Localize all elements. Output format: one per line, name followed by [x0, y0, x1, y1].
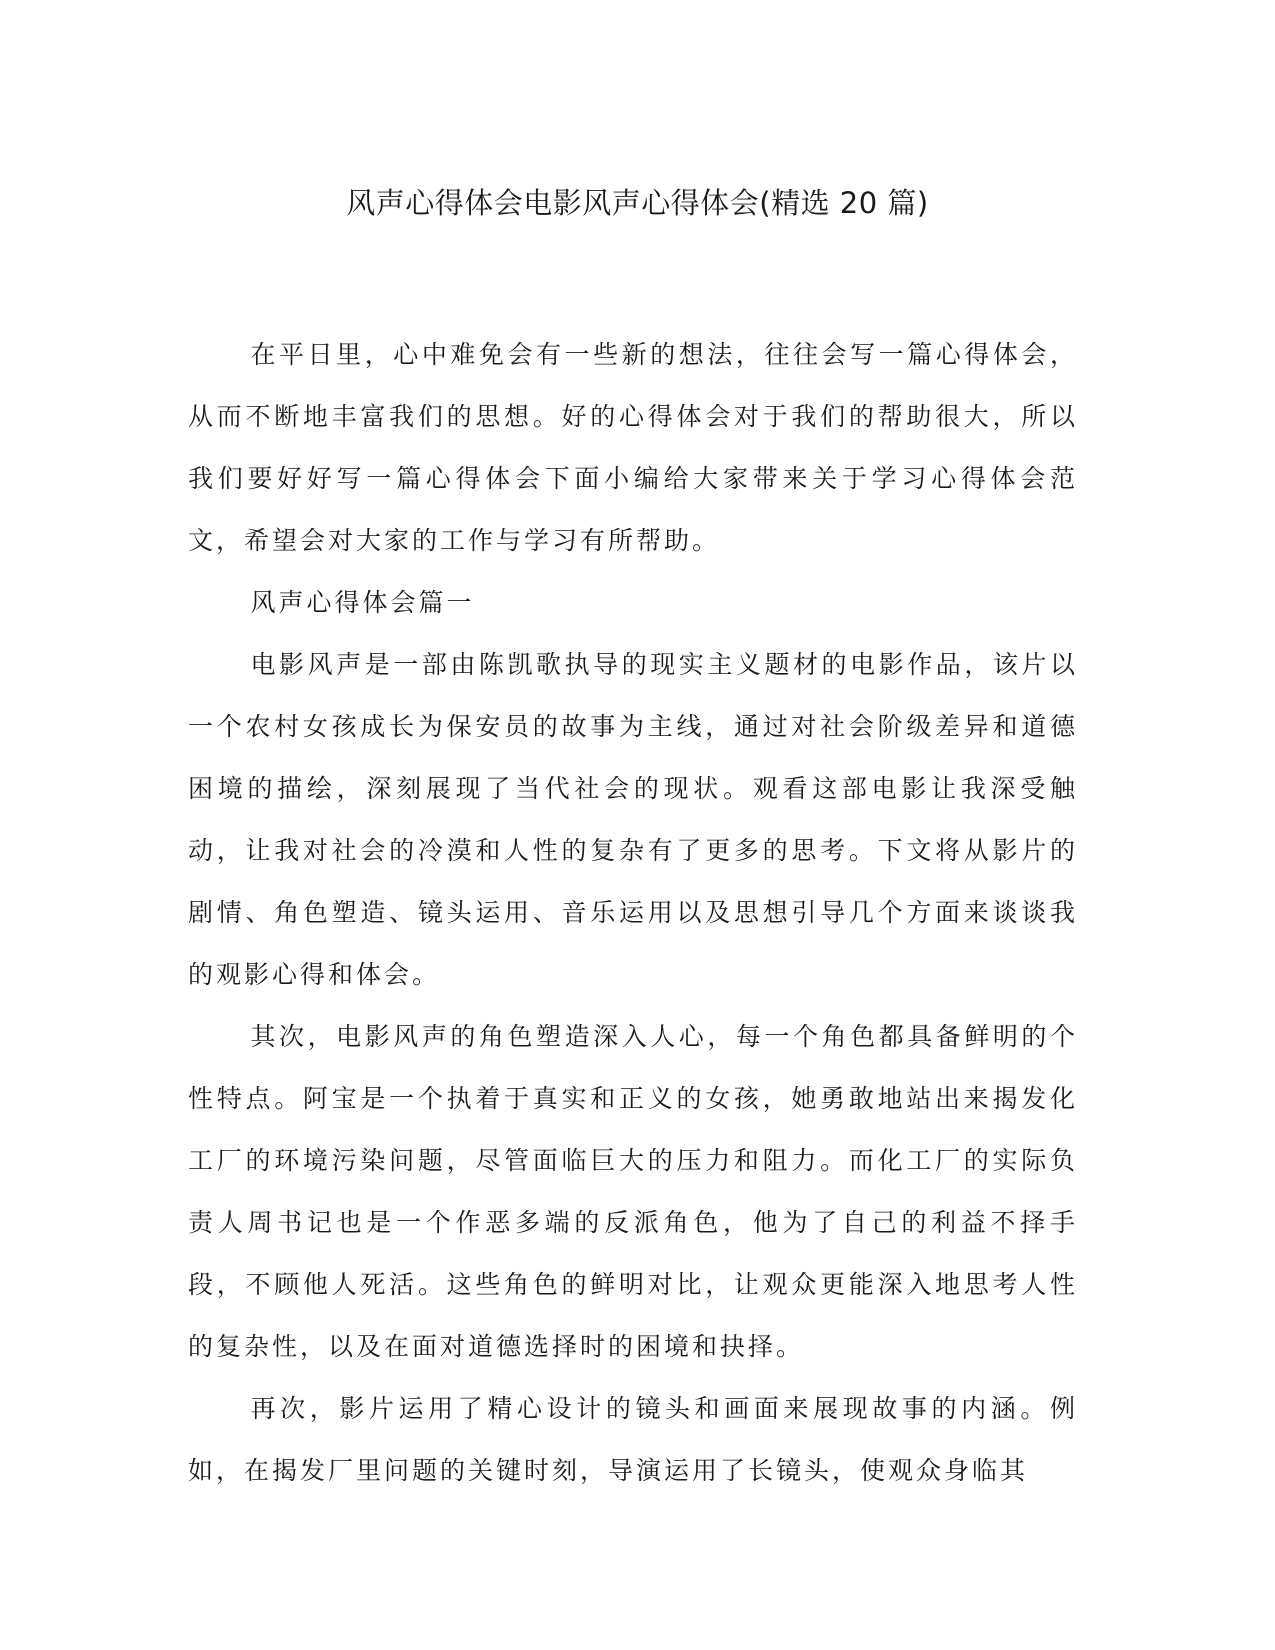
intro-paragraph: 在平日里，心中难免会有一些新的想法，往往会写一篇心得体会，从而不断地丰富我们的思想。好的心得体会对于我们的帮助很大，所以我们要好好写一篇心得体会下面小编给大家带来关于学习心得体会范文，希望会对大家的工作与学习有所帮助。 [188, 340, 1078, 555]
document-body [188, 324, 1078, 1502]
document-title: 风声心得体会电影风声心得体会(精选 20 篇) [346, 186, 929, 220]
body-paragraph: 其次，电影风声的角色塑造深入人心，每一个角色都具备鲜明的个性特点。阿宝是一个执着于真实和正义的女孩，她勇敢地站出来揭发化工厂的环境污染问题，尽管面临巨大的压力和阻力。而化工厂的实际负责人周书记也是一个作恶多端的反派角色，他为了自己的利益不择手段，不顾他人死活。这些角色的鲜明对比，让观众更能深入地思考人性的复杂性，以及在面对道德选择时的困境和抉择。 [188, 1022, 1078, 1361]
body-paragraph: 再次，影片运用了精心设计的镜头和画面来展现故事的内涵。例如，在揭发厂里问题的关键时刻，导演运用了长镜头，使观众身临其 [188, 1394, 1078, 1485]
body-paragraph: 电影风声是一部由陈凯歌执导的现实主义题材的电影作品，该片以一个农村女孩成长为保安员的故事为主线，通过对社会阶级差异和道德困境的描绘，深刻展现了当代社会的现状。观看这部电影让我深受触动，让我对社会的冷漠和人性的复杂有了更多的思考。下文将从影片的剧情、角色塑造、镜头运用、音乐运用以及思想引导几个方面来谈谈我的观影心得和体会。 [188, 650, 1078, 989]
section-heading: 风声心得体会篇一 [250, 588, 475, 617]
